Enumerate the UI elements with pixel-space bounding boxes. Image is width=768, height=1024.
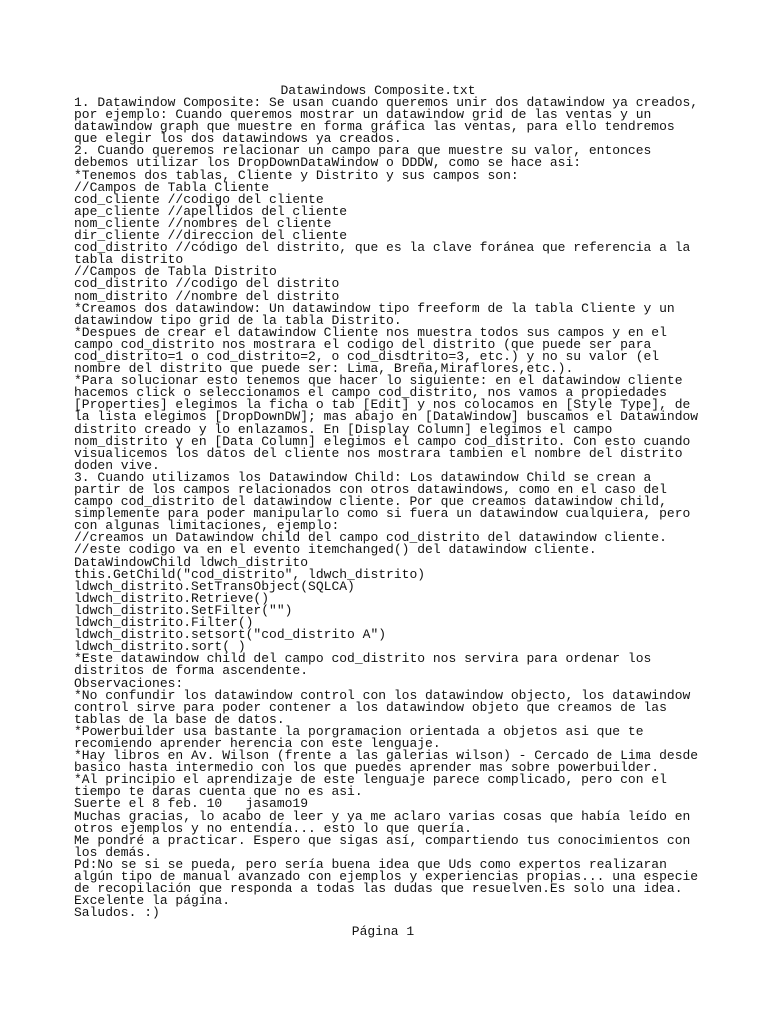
document-line: Excelente la página.: [74, 893, 231, 909]
document-line: debemos utilizar los DropDownDataWindow o DDDW, como se hace asi:: [74, 155, 582, 171]
document-line: partir de los campos relacionados con otros datawindows, como en el caso del: [74, 482, 667, 497]
document-line: Muchas gracias, lo acabo de leer y ya me aclaro varias cosas que había leído en: [74, 808, 691, 824]
document-line: ldwch_distrito.SetFilter(""): [74, 602, 293, 618]
document-line: tabla distrito: [74, 252, 184, 268]
document-line: doden vive.: [74, 457, 160, 473]
document-line: algún tipo de manual avanzado con ejemplos y experiencias propias... una especie: [74, 869, 699, 884]
document-line: 3. Cuando utilizamos los Datawindow Child: Los datawindow Child se crean a: [74, 469, 652, 485]
document-line: control sirve para poder contener a los datawindow objeto que creamos de las: [74, 699, 667, 715]
document-line: los demás.: [74, 844, 153, 860]
document-line: Saludos. :): [74, 905, 160, 921]
document-line: otros ejemplos y no entendía... esto lo que quería.: [74, 820, 472, 836]
document-line: por ejemplo: Cuando queremos mostrar un datawindow grid de las ventas y un: [74, 107, 652, 123]
document-line: dir_cliente //direccion del cliente: [74, 228, 348, 244]
document-line: datawindow graph que muestre en forma gráfica las ventas, para ello tendremos: [74, 119, 675, 135]
document-line: recomiendo aprender herencia con este lenguaje.: [74, 735, 441, 751]
document-body: [74, 97, 764, 919]
document-line: de recopilación que responda a todas las dudas que resuelven.Es solo una idea.: [74, 881, 683, 897]
document-line: cod_distrito //codigo del distrito: [74, 276, 340, 292]
document-line: this.GetChild("cod_distrito", ldwch_distrito): [74, 566, 426, 582]
document-line: hacemos click o seleccionamos el campo cod_distrito, nos vamos a propiedades: [74, 385, 667, 401]
document-line: con algunas limitaciones, ejemplo:: [74, 518, 340, 534]
document-line: distrito creado y lo enlazamos. En [Display Column] elegimos el campo: [74, 421, 613, 437]
document-line: //Campos de Tabla Distrito: [74, 264, 277, 280]
document-line: tablas de la base de datos.: [74, 711, 285, 727]
document-line: *No confundir los datawindow control con los datawindow objecto, los datawindow: [74, 687, 691, 703]
document-line: [Properties] elegimos la ficha o tab [Edit] y nos colocamos en [Style Type], de: [74, 397, 691, 413]
document-line: //este codigo va en el evento itemchanged() del datawindow cliente.: [74, 542, 597, 558]
document-line: ldwch_distrito.setsort("cod_distrito A"): [74, 627, 387, 643]
document-line: 1. Datawindow Composite: Se usan cuando queremos unir dos datawindow ya creados,: [74, 95, 699, 110]
document-title: Datawindows Composite.txt: [280, 83, 476, 98]
document-line: campo cod_distrito nos mostrara el codigo del distrito (que puede ser para: [74, 336, 652, 352]
document-line: nom_distrito //nombre del distrito: [74, 288, 340, 304]
document-line: *Tenemos dos tablas, Cliente y Distrito y sus campos son:: [74, 167, 519, 183]
document-line: Observaciones:: [74, 675, 184, 691]
document-line: Me pondré a practicar. Espero que sigas así, compartiendo tus conocimientos con: [74, 832, 691, 848]
document-line: cod_cliente //codigo del cliente: [74, 191, 324, 207]
document-line: *Para solucionar esto tenemos que hacer lo siguiente: en el datawindow cliente: [74, 373, 683, 389]
document-line: tiempo te daras cuenta que no es asi.: [74, 784, 363, 800]
document-line: ldwch_distrito.Filter(): [74, 615, 254, 631]
document-line: distritos de forma ascendente.: [74, 663, 309, 679]
document-line: nombre del distrito que puede ser: Lima, Breña,Miraflores,etc.).: [74, 361, 574, 377]
document-line: //creamos un Datawindow child del campo cod_distrito del datawindow cliente.: [74, 530, 667, 546]
document-line: cod_distrito //código del distrito, que es la clave foránea que referencia a la: [74, 240, 691, 256]
document-line: *Este datawindow child del campo cod_distrito nos servira para ordenar los: [74, 651, 652, 667]
document-line: 2. Cuando queremos relacionar un campo para que muestre su valor, entonces: [74, 143, 652, 159]
document-line: la lista elegimos [DropDownDW]; mas abajo en [DataWindow] buscamos el Datawindow: [74, 409, 699, 425]
document-line: *Powerbuilder usa bastante la porgramacion orientada a objetos asi que te: [74, 723, 644, 739]
document-line: datawindow tipo grid de la tabla Distrito.: [74, 312, 402, 328]
document-line: que elegir los dos datawindows ya creados.: [74, 131, 402, 147]
document-line: ldwch_distrito.SetTransObject(SQLCA): [74, 578, 355, 594]
document-line: *Despues de crear el datawindow Cliente nos muestra todos sus campos y en el: [74, 324, 667, 340]
document-line: ape_cliente //apellidos del cliente: [74, 203, 348, 219]
document-line: *Creamos dos datawindow: Un datawindow tipo freeform de la tabla Cliente y un: [74, 300, 675, 316]
document-line: campo cod_distrito del datawindow cliente. Por que creamos datawindow child,: [74, 494, 667, 510]
document-line: nom_distrito y en [Data Column] elegimos el campo cod_distrito. Con esto cuando: [74, 433, 691, 449]
document-line: nom_cliente //nombres del cliente: [74, 215, 332, 231]
document-line: *Hay libros en Av. Wilson (frente a las galerias wilson) - Cercado de Lima desde: [74, 748, 699, 764]
document-line: cod_distrito=1 o cod_distrito=2, o cod_disdtrito=3, etc.) y no su valor (el: [74, 348, 660, 364]
document-line: ldwch_distrito.sort( ): [74, 639, 246, 655]
document-line: DataWindowChild ldwch_distrito: [74, 554, 309, 570]
document-line: basico hasta intermedio con los que puedes aprender mas sobre powerbuilder.: [74, 760, 660, 776]
document-line: //Campos de Tabla Cliente: [74, 179, 270, 195]
document-line: Pd:No se si se pueda, pero sería buena idea que Uds como expertos realizaran: [74, 856, 667, 872]
document-line: visualicemos los datos del cliente nos mostrara tambien el nombre del distrito: [74, 445, 683, 461]
document-line: Suerte el 8 feb. 10 jasamo19: [74, 796, 309, 812]
document-line: ldwch_distrito.Retrieve(): [74, 590, 270, 606]
document-line: simplemente para poder manipularlo como si fuera un datawindow cualquiera, pero: [74, 506, 691, 522]
page-number-footer: Página 1: [351, 924, 415, 939]
document-line: *Al principio el aprendizaje de este lenguaje parece complicado, pero con el: [74, 772, 667, 788]
